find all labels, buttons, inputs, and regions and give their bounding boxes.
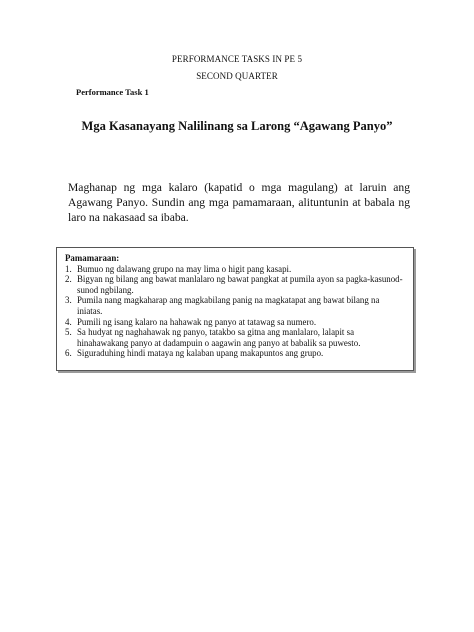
step-text: Bigyan ng bilang ang bawat manlalaro ng bawat pangkat at pumila ayon sa pagka-kasunod- sunod ngbilang. [77,274,403,295]
step-text: Sa hudyat ng naghahawak ng panyo, tatakbo sa gitna ang manlalaro, lalapit sa hinahawakang panyo at dadampuin o aagawin ang panyo at babalik sa puwesto. [77,327,361,348]
header-line-1: PERFORMANCE TASKS IN PE 5 [171,54,303,64]
procedure-step [65,274,405,295]
procedure-step [65,327,405,348]
procedure-step [65,348,405,359]
step-number: 3. [65,295,72,306]
procedure-step [65,264,405,275]
intro-paragraph: Maghanap ng mga kalaro (kapatid o mga magulang) at laruin ang Agawang Panyo. Sundin ang mga pamamaraan, alituntunin at babala ng laro na nakasaad sa ibaba. [68,181,410,224]
task-label: Performance Task 1 [76,87,149,97]
step-number: 1. [65,263,72,274]
step-text: Bumuo ng dalawang grupo na may lima o higit pang kasapi. [77,263,292,274]
step-number: 2. [65,274,72,285]
procedure-title: Pamamaraan: [65,253,120,263]
step-text: Pumili ng isang kalaro na hahawak ng panyo at tatawag sa numero. [77,316,317,327]
step-text: Siguraduhing hindi mataya ng kalaban upang makapuntos ang grupo. [77,348,324,359]
procedure-box [56,247,414,371]
document-title: Mga Kasanayang Nalilinang sa Larong “Agawang Panyo” [81,119,393,133]
procedure-step [65,295,405,316]
header-line-2: SECOND QUARTER [196,71,278,81]
step-number: 6. [65,348,72,359]
procedure-step [65,317,405,328]
procedure-steps [65,264,405,359]
step-number: 4. [65,316,72,327]
step-text: Pumila nang magkaharap ang magkabilang panig na magkatapat ang bawat bilang na iniatas. [77,295,380,316]
step-number: 5. [65,327,72,338]
